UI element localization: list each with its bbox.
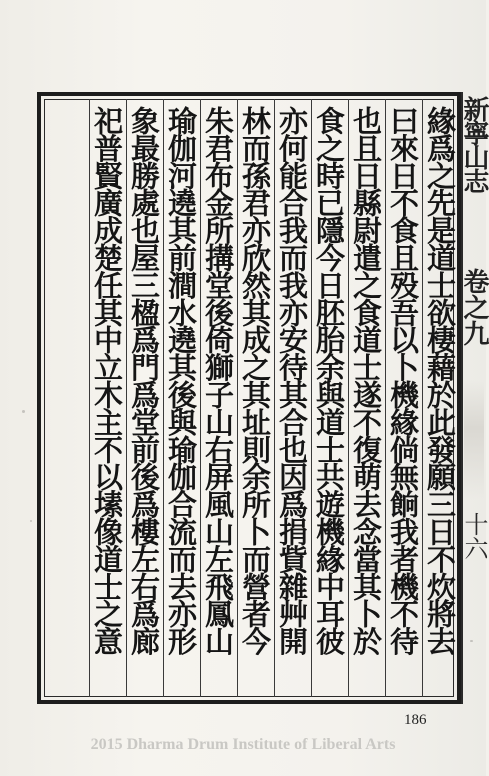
text-column-8: 瑜伽河遶其前澗水遶其後與瑜伽合流而去亦形 — [164, 106, 198, 655]
text-column-2: 曰來日不食且殁吾以卜機緣倘無餉我者機不待 — [386, 106, 420, 655]
text-column-9: 象最勝處也屋三楹爲門爲堂前後爲樓左右爲廊 — [127, 106, 161, 655]
ink-speck — [470, 640, 473, 642]
text-column-5: 亦何能合我而我亦安待其合也因爲捐貲雜艸開 — [275, 106, 309, 655]
watermark: 2015 Dharma Drum Institute of Liberal Arts — [90, 736, 396, 753]
text-column-11 — [50, 106, 89, 694]
text-column-4: 食之時已隱今日胚胎余與道士共遊機緣中耳彼 — [312, 106, 346, 655]
fold-book-title: 新寧山志 — [459, 96, 489, 192]
ink-speck — [22, 410, 25, 413]
text-column-3: 也且日縣尉遣之食道士遂不復萌去念當其卜於 — [349, 106, 383, 655]
fold-fishtail-mark — [464, 380, 484, 500]
text-column-7: 朱君布金所搆堂後倚獅子山右屏風山左飛鳳山 — [201, 106, 235, 655]
text-column-10: 祀普賢廣成楚任其中立木主不以塐像道士之意 — [90, 106, 124, 655]
ink-speck — [30, 520, 32, 522]
text-column-6: 林而孫君亦欣然其成之其址則余所卜而營者今 — [238, 106, 272, 655]
fold-volume-label: 卷之九 — [459, 268, 489, 346]
text-column-1: 緣爲之先是道士欲棲藉於此發願三日不炊將去 — [423, 106, 457, 655]
page-number: 186 — [404, 712, 427, 728]
fold-leaf-number: 十六 — [460, 512, 488, 560]
